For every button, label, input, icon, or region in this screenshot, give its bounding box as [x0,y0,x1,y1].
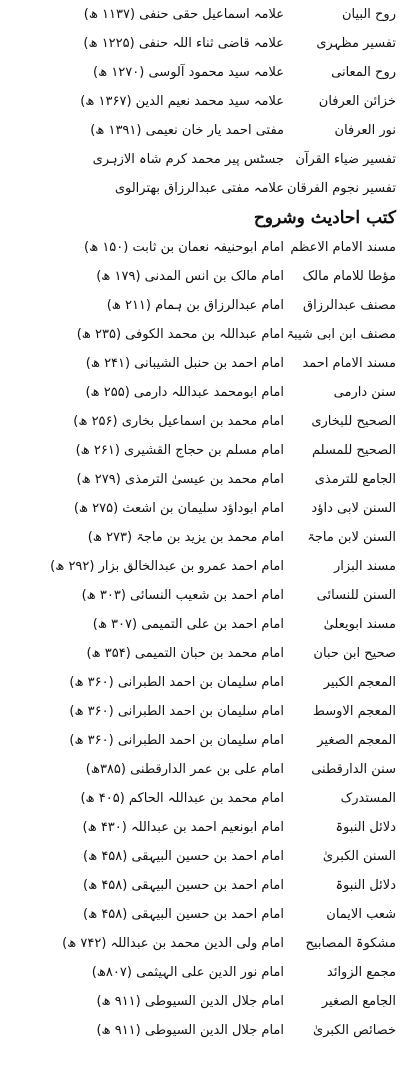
list-item [4,929,396,958]
book-title: سنن الدارقطنی [311,762,396,777]
list-item [4,1016,396,1045]
list-item [4,900,396,929]
book-author: امام احمد بن حسین البیہقی (۴۵۸ ھ) [83,878,284,893]
list-item [4,320,396,349]
book-author: علامہ سید محمد نعیم الدین (۱۳۶۷ ھ) [80,94,284,109]
book-title: نور العرفان [334,123,396,138]
list-item [4,523,396,552]
book-title: تفسیر مظہری [316,36,396,51]
book-author: امام ابونعیم احمد بن عبداللہ (۴۳۰ ھ) [82,820,284,835]
book-title: شعب الایمان [326,907,396,922]
hadith-list [4,233,396,1045]
book-title: المعجم الصغیر [317,733,396,748]
book-title: السنن للنسائی [316,588,396,603]
list-item [4,291,396,320]
book-title: روح البیان [341,7,396,22]
list-item [4,784,396,813]
book-title: المعجم الاوسط [312,704,396,719]
list-item [4,145,396,174]
book-author: امام احمد بن شعیب النسائی (۳۰۳ ھ) [81,588,284,603]
list-item [4,465,396,494]
list-item [4,58,396,87]
book-author: امام احمد عمرو بن عبدالخالق بزار (۲۹۲ ھ) [50,559,284,574]
book-author: علامہ مفتی عبدالرزاق بھترالوی [114,181,284,196]
book-author: امام ابومحمد عبداللہ دارمی (۲۵۵ ھ) [85,385,284,400]
book-author: امام عبدالرزاق بن ہمام (۲۱۱ ھ) [106,298,284,313]
book-author: جسٹس پیر محمد کرم شاہ الازہری [92,152,284,167]
list-item [4,494,396,523]
list-item [4,813,396,842]
list-item [4,29,396,58]
book-title: مسند ابویعلیٰ [323,617,396,632]
book-title: المستدرک [340,791,396,806]
book-title: مسند البزار [334,559,396,574]
list-item [4,871,396,900]
list-item [4,262,396,291]
book-title: تفسیر نجوم الفرقان [287,181,396,196]
book-author: علامہ اسماعیل حقی حنفی (۱۱۳۷ ھ) [83,7,284,22]
list-item [4,987,396,1016]
book-title: الصحیح للمسلم [311,443,396,458]
list-item [4,349,396,378]
list-item [4,87,396,116]
book-title: خزائن العرفان [318,94,396,109]
list-item [4,726,396,755]
book-author: امام محمد بن حبان التمیمی (۳۵۴ ھ) [86,646,284,661]
book-author: امام محمد بن یزید بن ماجۃ (۲۷۳ ھ) [87,530,284,545]
book-author: امام ولی الدین محمد بن عبداللہ (۷۴۲ ھ) [62,936,284,951]
list-item [4,0,396,29]
book-title: خصائص الکبریٰ [313,1023,396,1038]
list-item [4,378,396,407]
book-author: علامہ سید محمود آلوسی (۱۲۷۰ ھ) [93,65,284,80]
book-author: امام محمد بن عیسیٰ الترمذی (۲۷۹ ھ) [76,472,284,487]
book-author: امام علی بن عمر الدارقطنی (۳۸۵ھ) [85,762,284,777]
list-item [4,233,396,262]
book-author: امام محمد بن اسماعیل بخاری (۲۵۶ ھ) [73,414,284,429]
book-author: امام عبداللہ بن محمد الکوفی (۲۳۵ ھ) [76,327,284,342]
list-item [4,958,396,987]
book-title: مؤطا للامام مالک [302,269,396,284]
list-item [4,842,396,871]
list-item [4,668,396,697]
book-title: الجامع الصغیر [321,994,396,1009]
book-author: امام مسلم بن حجاج القشیری (۲۶۱ ھ) [75,443,284,458]
book-title: تفسیر ضیاء القرآن [295,152,396,167]
list-item [4,581,396,610]
tafasir-list [4,0,396,203]
list-item [4,639,396,668]
book-author: امام سلیمان بن احمد الطبرانی (۳۶۰ ھ) [69,675,284,690]
book-author: امام ابوحنیفہ نعمان بن ثابت (۱۵۰ ھ) [84,240,284,255]
book-author: امام احمد بن حسین البیہقی (۴۵۸ ھ) [83,849,284,864]
book-title: مسند الامام الاعظم [290,240,396,255]
book-title: مسند الامام احمد [302,356,396,371]
list-item [4,436,396,465]
book-author: امام جلال الدین السیوطی (۹۱۱ ھ) [96,1023,284,1038]
book-author: امام احمد بن حسین البیہقی (۴۵۸ ھ) [83,907,284,922]
list-item [4,552,396,581]
book-title: السنن لابن ماجۃ [307,530,396,545]
book-title: مصنف ابن ابی شیبۃ [286,327,396,342]
book-title: سنن دارمی [333,385,396,400]
book-author: امام مالک بن انس المدنی (۱۷۹ ھ) [96,269,284,284]
book-title: مجمع الزوائد [327,965,396,980]
book-title: السنن الکبریٰ [322,849,396,864]
book-title: روح المعانی [331,65,396,80]
book-title: دلائل النبوۃ [335,878,396,893]
book-title: مشکوۃ المصابیح [305,936,396,951]
book-title: صحیح ابن حبان [313,646,396,661]
list-item [4,407,396,436]
book-author: امام محمد بن عبداللہ الحاکم (۴۰۵ ھ) [80,791,284,806]
book-title: دلائل النبوۃ [335,820,396,835]
book-author: امام سلیمان بن احمد الطبرانی (۳۶۰ ھ) [69,704,284,719]
list-item [4,116,396,145]
book-title: السنن لابی داؤد [311,501,396,516]
book-author: امام نور الدین علی الہیثمی (۸۰۷ھ) [91,965,284,980]
book-author: امام ابوداؤد سلیمان بن اشعث (۲۷۵ ھ) [73,501,284,516]
book-author: علامہ قاضی ثناء اللہ حنفی (۱۲۲۵ ھ) [83,36,284,51]
list-item [4,697,396,726]
book-author: امام سلیمان بن احمد الطبرانی (۳۶۰ ھ) [69,733,284,748]
list-item [4,755,396,784]
book-title: مصنف عبدالرزاق [303,298,396,313]
list-item [4,610,396,639]
list-item [4,174,396,203]
book-author: امام جلال الدین السیوطی (۹۱۱ ھ) [96,994,284,1009]
book-author: امام احمد بن حنبل الشیبانی (۲۴۱ ھ) [85,356,284,371]
book-author: امام احمد بن علی التمیمی (۳۰۷ ھ) [92,617,284,632]
book-title: المعجم الکبیر [323,675,396,690]
book-author: مفتی احمد یار خان نعیمی (۱۳۹۱ ھ) [90,123,284,138]
book-title: الجامع للترمذی [314,472,396,487]
book-title: الصحیح للبخاری [311,414,396,429]
section-heading: کتب احادیث وشروح [253,208,396,228]
